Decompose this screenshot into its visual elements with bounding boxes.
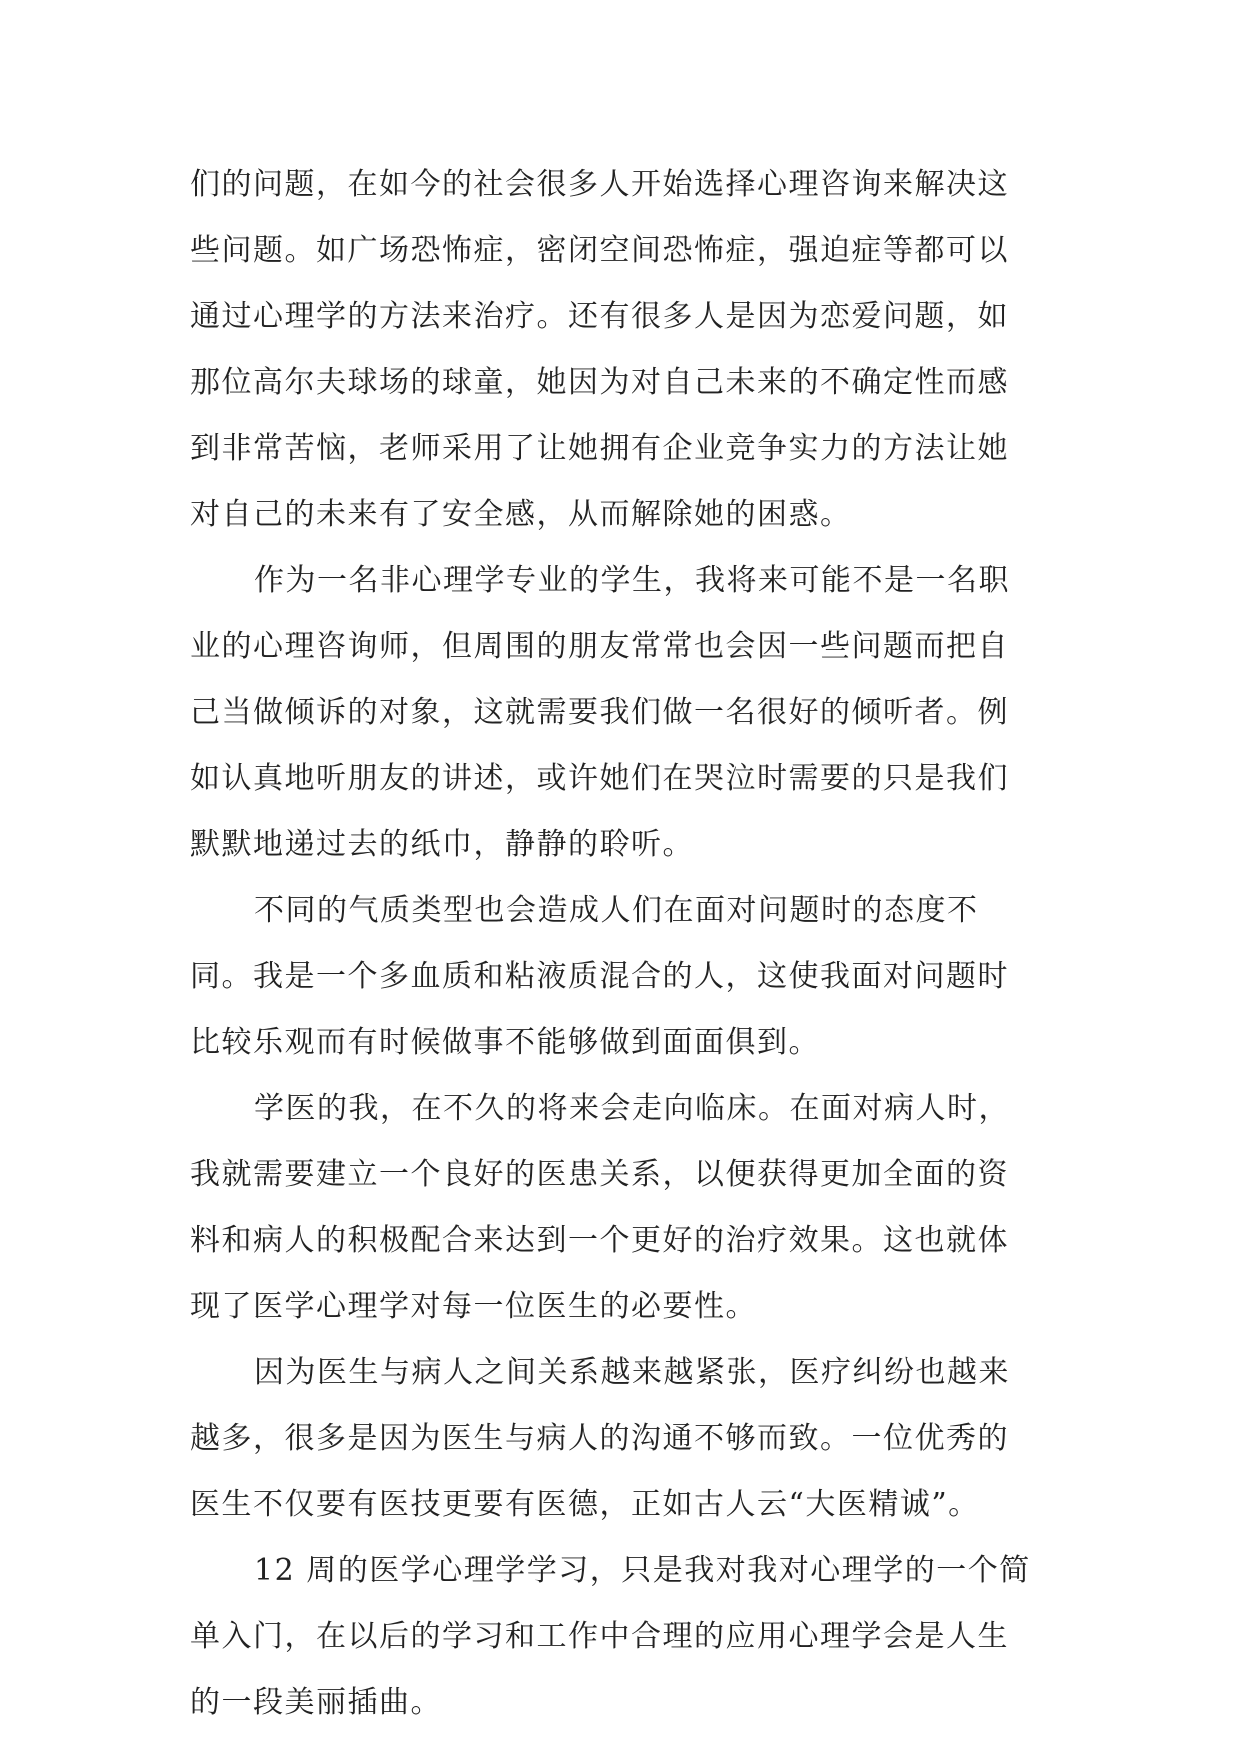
paragraph bbox=[190, 1076, 1060, 1340]
paragraph bbox=[190, 1538, 1060, 1736]
text-line: 同。我是一个多血质和粘液质混合的人，这使我面对问题时 bbox=[190, 959, 1009, 994]
text-line: 默默地递过去的纸巾，静静的聆听。 bbox=[190, 827, 694, 862]
text-line: 的一段美丽插曲。 bbox=[190, 1685, 442, 1720]
text-line: 那位高尔夫球场的球童，她因为对自己未来的不确定性而感 bbox=[190, 365, 1009, 400]
text-line: 因为医生与病人之间关系越来越紧张，医疗纠纷也越来 bbox=[254, 1355, 1010, 1390]
paragraph bbox=[190, 152, 1060, 548]
text-line: 不同的气质类型也会造成人们在面对问题时的态度不 bbox=[254, 893, 979, 928]
text-line: 越多，很多是因为医生与病人的沟通不够而致。一位优秀的 bbox=[190, 1421, 1009, 1456]
text-line: 学医的我，在不久的将来会走向临床。在面对病人时， bbox=[254, 1091, 1010, 1126]
text-line: 我就需要建立一个良好的医患关系，以便获得更加全面的资 bbox=[190, 1157, 1009, 1192]
text-line: 医生不仅要有医技更要有医德，正如古人云“大医精诚”。 bbox=[190, 1487, 980, 1522]
text-line: 作为一名非心理学专业的学生，我将来可能不是一名职 bbox=[254, 563, 1010, 598]
paragraph bbox=[190, 1340, 1060, 1538]
text-line: 单入门，在以后的学习和工作中合理的应用心理学会是人生 bbox=[190, 1619, 1009, 1654]
text-line: 己当做倾诉的对象，这就需要我们做一名很好的倾听者。例 bbox=[190, 695, 1009, 730]
text-line: 通过心理学的方法来治疗。还有很多人是因为恋爱问题，如 bbox=[190, 299, 1009, 334]
paragraph bbox=[190, 878, 1060, 1076]
text-line: 比较乐观而有时候做事不能够做到面面俱到。 bbox=[190, 1025, 820, 1060]
text-line: 些问题。如广场恐怖症，密闭空间恐怖症，强迫症等都可以 bbox=[190, 233, 1009, 268]
text-line: 现了医学心理学对每一位医生的必要性。 bbox=[190, 1289, 757, 1324]
text-line: 对自己的未来有了安全感，从而解除她的困惑。 bbox=[190, 497, 852, 532]
document-body bbox=[190, 152, 1060, 1736]
text-line: 12 周的医学心理学学习，只是我对我对心理学的一个简 bbox=[254, 1553, 1031, 1588]
text-line: 到非常苦恼，老师采用了让她拥有企业竞争实力的方法让她 bbox=[190, 431, 1009, 466]
text-line: 业的心理咨询师，但周围的朋友常常也会因一些问题而把自 bbox=[190, 629, 1009, 664]
text-line: 如认真地听朋友的讲述，或许她们在哭泣时需要的只是我们 bbox=[190, 761, 1009, 796]
text-line: 料和病人的积极配合来达到一个更好的治疗效果。这也就体 bbox=[190, 1223, 1009, 1258]
paragraph bbox=[190, 548, 1060, 878]
text-line: 们的问题，在如今的社会很多人开始选择心理咨询来解决这 bbox=[190, 167, 1009, 202]
